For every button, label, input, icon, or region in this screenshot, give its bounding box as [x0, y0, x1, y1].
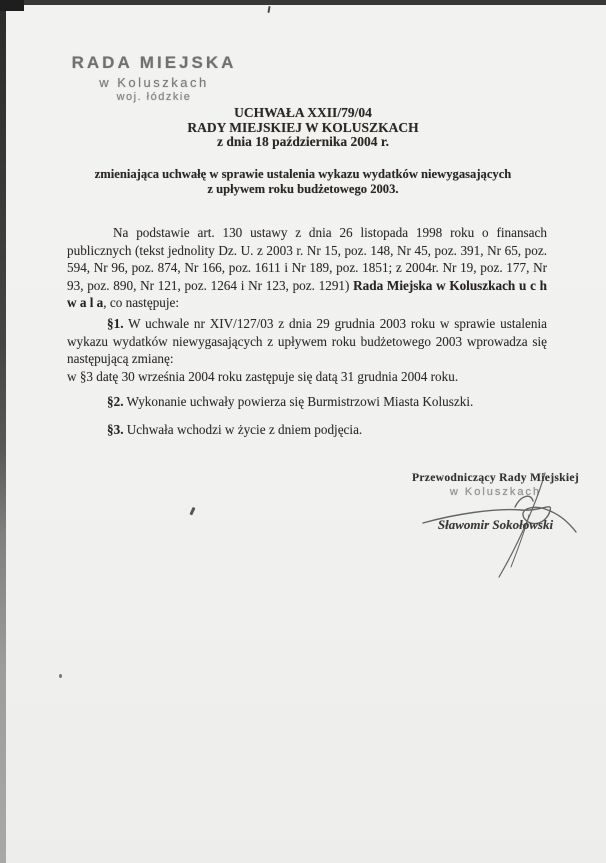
section-1-amendment: w §3 datę 30 września 2004 roku zastępuje się datą 31 grudnia 2004 roku.	[67, 368, 459, 384]
stamp-org-location: w Koluszkach	[99, 75, 209, 90]
resolution-subject	[0, 167, 606, 196]
resolution-title	[0, 106, 606, 150]
scan-edge-top	[0, 0, 606, 5]
preamble-paragraph	[67, 224, 547, 312]
section-1-label: §1.	[107, 316, 124, 331]
scan-corner-blot	[0, 0, 24, 11]
section-2-label: §2.	[107, 394, 124, 409]
resolution-issuer: RADY MIEJSKIEJ W KOLUSZKACH	[187, 119, 419, 135]
section-3-label: §3.	[107, 422, 124, 437]
signer-role: Przewodniczący Rady Miejskiej	[411, 471, 580, 484]
preamble-text: Na podstawie art. 130 ustawy z dnia 26 listopada 1998 roku o finansach publicznych (tekst jednolity Dz. U. z 2003 r. Nr 15, poz. 148, Nr 45, poz. 391, Nr 65, poz. 594, Nr 96, poz. 874, Nr 166, poz. 1611 i Nr 189, poz. 1851; z 2004r. Nr 19, poz. 177, Nr 93, poz. 890, Nr 121, poz. 1264 i Nr 123, poz. 1291)	[67, 225, 547, 293]
preamble-text-end: , co następuje:	[103, 295, 180, 311]
section-3-text: Uchwała wchodzi w życie z dniem podjęcia.	[123, 422, 363, 437]
section-1	[67, 315, 547, 385]
stamp-org-voivodeship: woj. łódzkie	[116, 91, 192, 103]
resolution-date: z dnia 18 października 2004 r.	[216, 134, 389, 150]
section-2-text: Wykonanie uchwały powierza się Burmistrzowi Miasta Koluszki.	[123, 394, 474, 409]
signer-name: Sławomir Sokołowski	[437, 517, 554, 532]
section-1-text: W uchwale nr XIV/127/03 z dnia 29 grudnia 2003 roku w sprawie ustalenia wykazu wydatków niewygasających z upływem roku budżetowego 2003 wprowadza się następującą zmianę:	[67, 316, 547, 367]
preamble-enacting-clause: Rada Miejska w Koluszkach u c h w a l a	[67, 277, 547, 311]
scan-speck	[59, 674, 62, 678]
council-stamp	[44, 53, 264, 103]
resolution-number: UCHWAŁA XXII/79/04	[234, 105, 372, 120]
section-2	[67, 393, 547, 411]
signature-block	[403, 471, 588, 532]
subject-line-2: z upływem roku budżetowego 2003.	[207, 181, 399, 196]
stamp-org-name: RADA MIEJSKA	[71, 53, 237, 72]
scan-speck	[267, 6, 270, 13]
signer-role-location: w Koluszkach	[449, 486, 542, 498]
scan-speck	[189, 507, 195, 515]
section-3	[67, 421, 547, 439]
subject-line-1: zmieniająca uchwałę w sprawie ustalenia wykazu wydatków niewygasających	[94, 167, 512, 181]
